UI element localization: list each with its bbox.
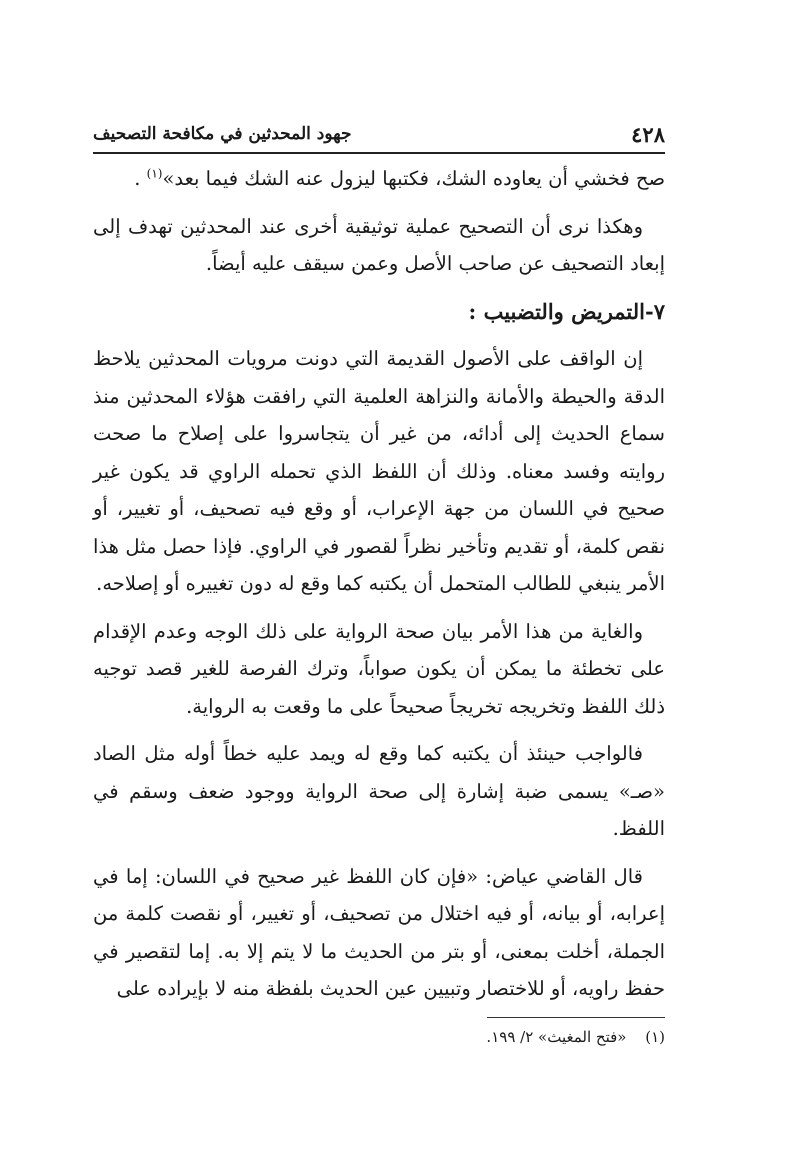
paragraph-text: وهكذا نرى أن التصحيح عملية توثيقية أخرى عند المحدثين تهدف إلى إبعاد التصحيف عن صاحب الأصل وعمن سيقف عليه أيضاً. — [93, 214, 665, 275]
footnote-marker: (١) — [146, 166, 163, 181]
main-text — [93, 160, 665, 1018]
paragraph-continuation — [93, 160, 665, 198]
paragraph-tail: . — [134, 167, 147, 190]
paragraph — [93, 858, 665, 1008]
paragraph — [93, 208, 665, 283]
paragraph-text: والغاية من هذا الأمر بيان صحة الرواية على ذلك الوجه وعدم الإقدام على تخطئة ما يمكن أن يكون صواباً، وترك الفرصة للغير قصد توجيه ذلك اللفظ وتخريجه تخريجاً صحيحاً على ما وقعت به الرواية. — [93, 619, 665, 718]
footnote-number: (١) — [645, 1028, 665, 1046]
paragraph-text: إن الواقف على الأصول القديمة التي دونت مرويات المحدثين يلاحظ الدقة والحيطة والأمانة والنزاهة العلمية التي رافقت هؤلاء المحدثين منذ سماع الحديث إلى أدائه، من غير أن يتجاسروا على إصلاح ما صحت روايته وفسد معناه. وذلك أن اللفظ الذي تحمله الراوي قد يكون غير صحيح في اللسان من جهة الإعراب، أو وقع فيه تصحيف، أو تغيير، أو نقص كلمة، أو تقديم وتأخير نظراً لقصور في الراوي. فإذا حصل مثل هذا الأمر ينبغي للطالب المتحمل أن يكتبه كما وقع له دون تغييره أو إصلاحه. — [93, 347, 665, 595]
footnote-text: «فتح المغيث» ٢/ ١٩٩. — [486, 1028, 627, 1046]
paragraph-text: فالواجب حينئذ أن يكتبه كما وقع له ويمد عليه خطاً أوله مثل الصاد «صـ» يسمى ضبة إشارة إلى صحة الرواية ووجود ضعف وسقم في اللفظ. — [93, 742, 665, 840]
footnote-divider — [487, 1017, 665, 1018]
paragraph — [93, 340, 665, 603]
page-header — [93, 118, 665, 154]
page-number: ٤٢٨ — [631, 122, 665, 147]
paragraph-text: صح فخشي أن يعاوده الشك، فكتبها ليزول عنه الشك فيما بعد» — [162, 167, 665, 190]
running-title: جهود المحدثين في مكافحة التصحيف — [93, 124, 352, 144]
paragraph-text: قال القاضي عياض: «فإن كان اللفظ غير صحيح في اللسان: إما في إعرابه، أو بيانه، أو فيه اختلال من تصحيف، أو تغيير، أو نقصت كلمة من الجملة، أخلت بمعنى، أو بتر من الحديث ما لا يتم إلا به. إما لتقصير في حفظ راويه، أو للاختصار وتبيين عين الحديث بلفظة منه لا بإيراده على — [93, 864, 665, 1000]
paragraph — [93, 735, 665, 848]
paragraph — [93, 613, 665, 726]
footnote — [93, 1024, 665, 1050]
header-divider — [93, 152, 665, 154]
section-heading: ٧-التمريض والتضبيب : — [468, 298, 665, 324]
